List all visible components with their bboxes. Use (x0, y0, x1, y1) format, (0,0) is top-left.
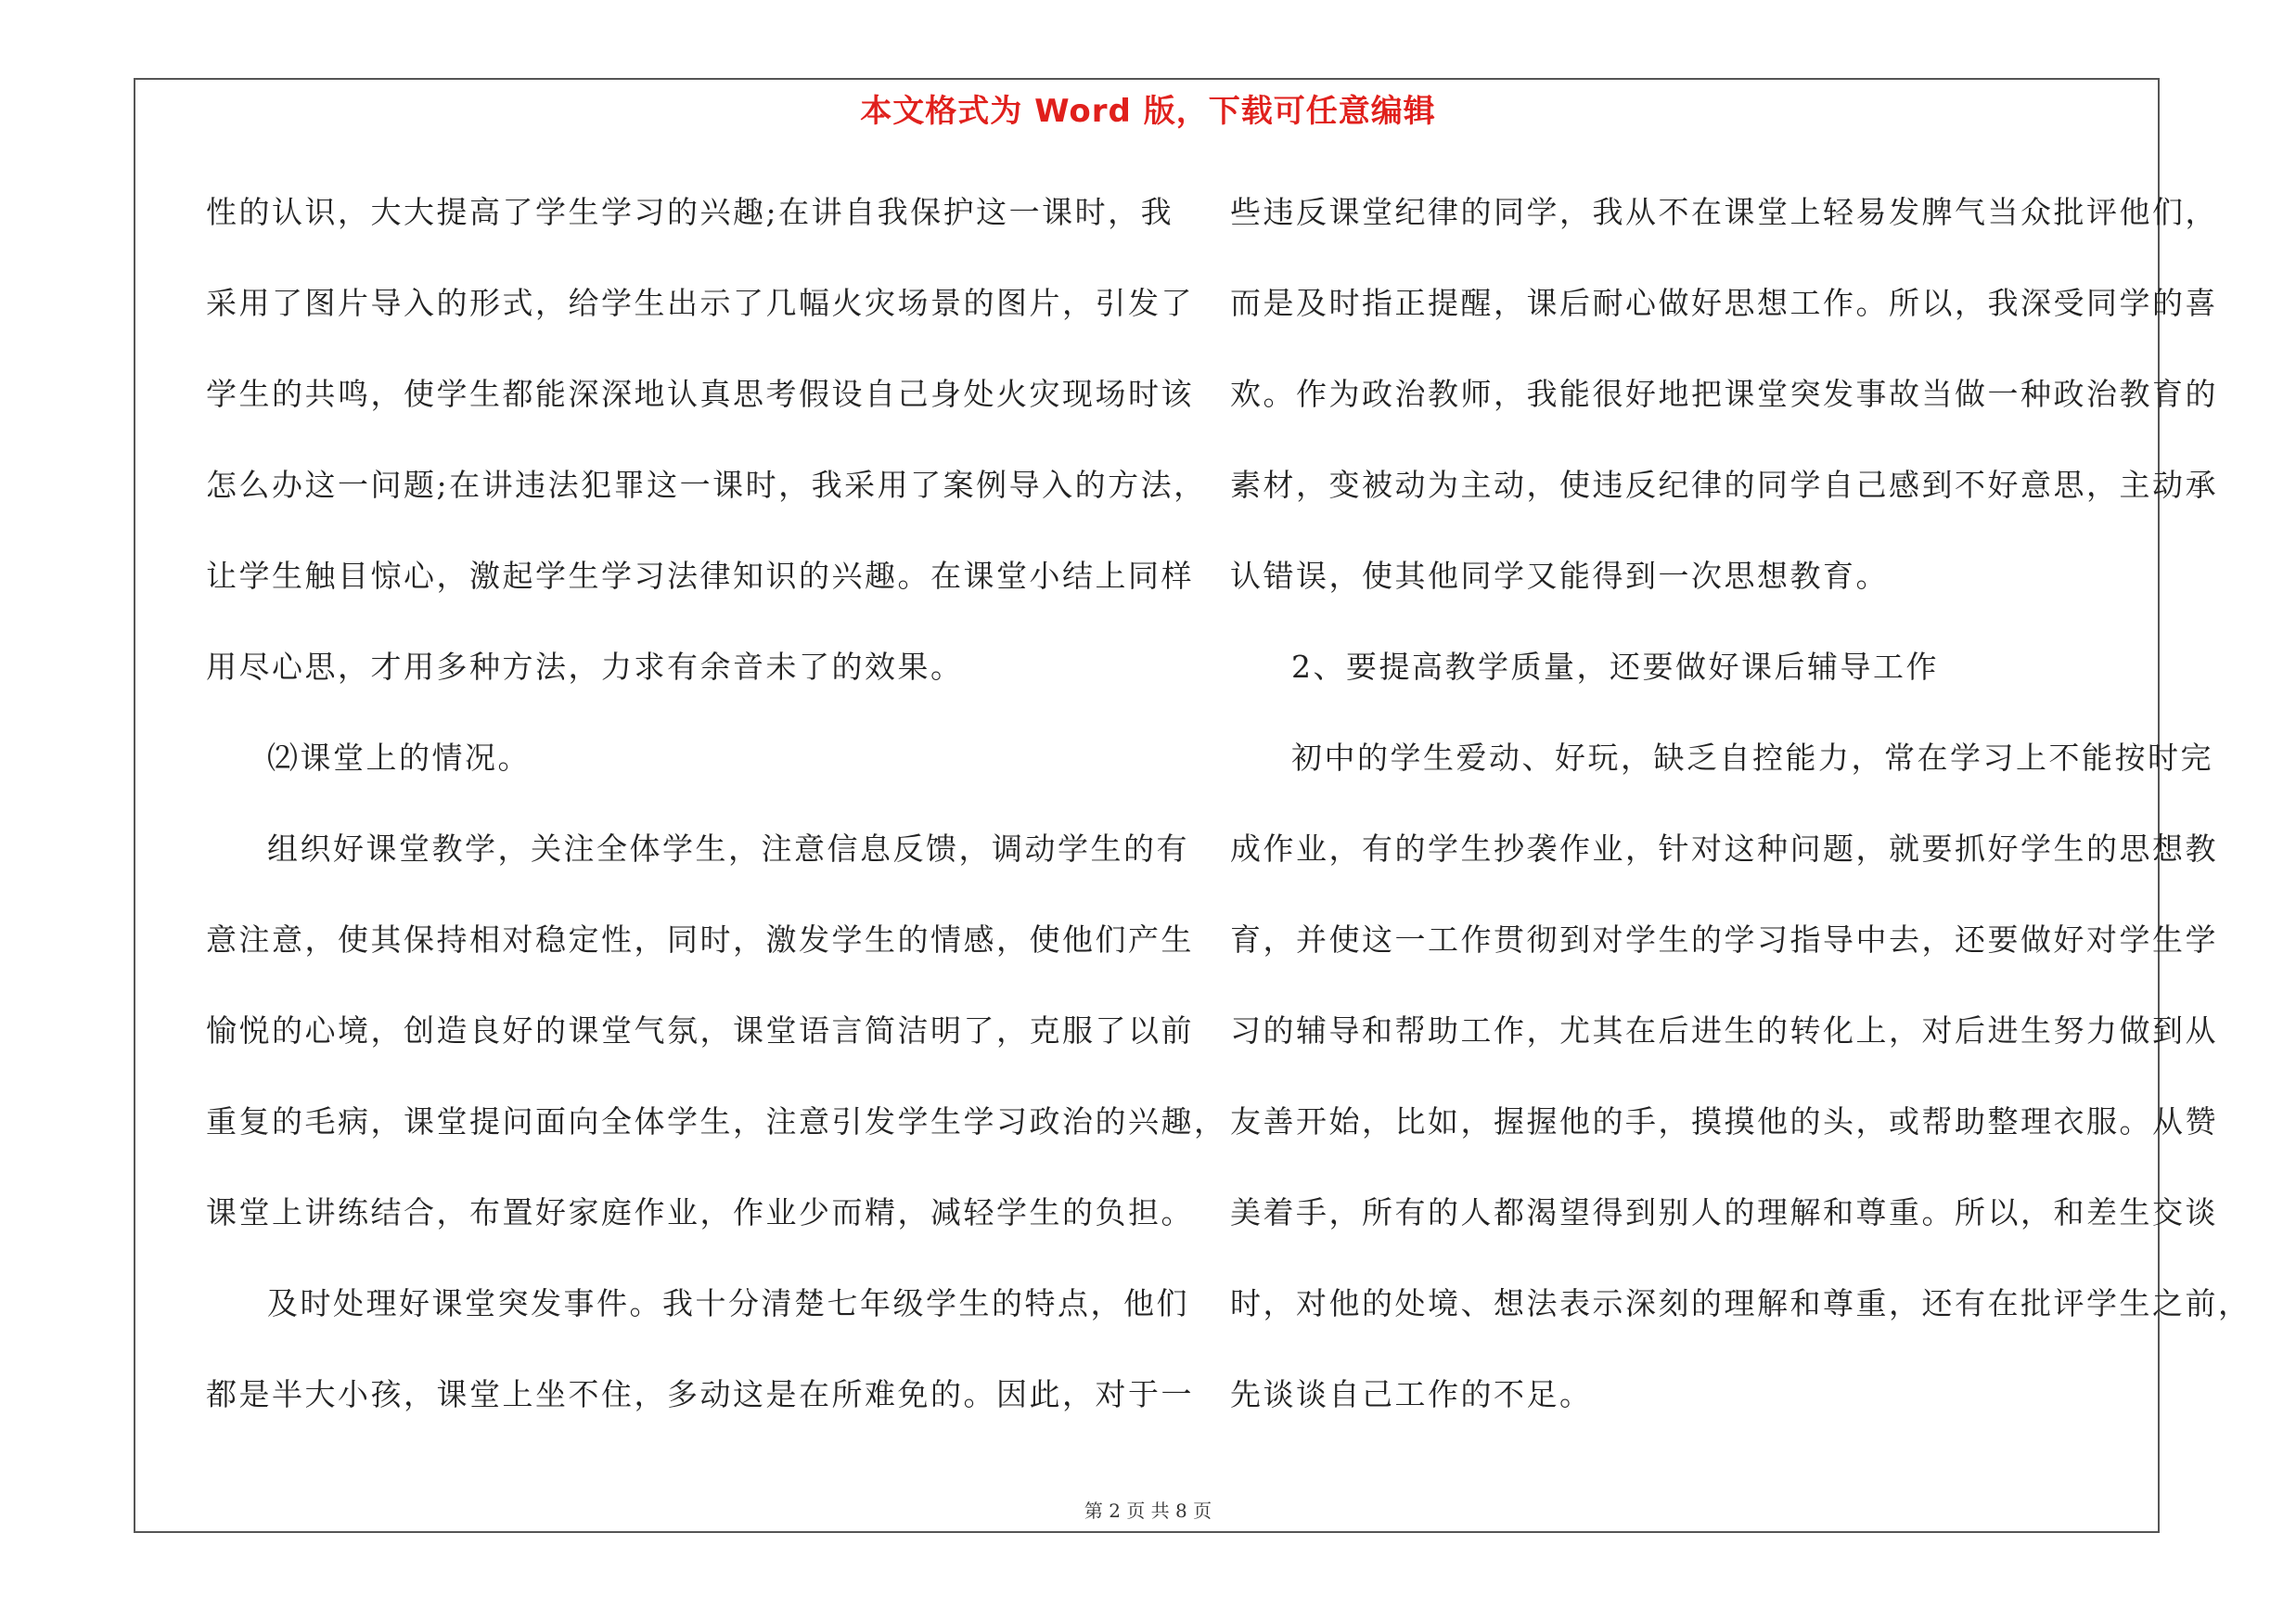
text-line: 初中的学生爱动、好玩，缺乏自控能力，常在学习上不能按时完 (1291, 740, 2213, 776)
text-line: 育，并使这一工作贯彻到对学生的学习指导中去，还要做好对学生学 (1230, 921, 2218, 958)
text-line: 采用了图片导入的形式，给学生出示了几幅火灾场景的图片，引发了 (206, 285, 1194, 321)
text-line: ⑵课堂上的情况。 (267, 740, 531, 776)
text-line: 愉悦的心境，创造良好的课堂气氛，课堂语言简洁明了，克服了以前 (206, 1012, 1194, 1049)
text-line: 而是及时指正提醒，课后耐心做好思想工作。所以，我深受同学的喜 (1230, 285, 2218, 321)
text-line: 素材，变被动为主动，使违反纪律的同学自己感到不好意思，主动承 (1230, 467, 2218, 503)
text-line: 性的认识，大大提高了学生学习的兴趣;在讲自我保护这一课时，我 (206, 194, 1174, 230)
text-line: 让学生触目惊心，激起学生学习法律知识的兴趣。在课堂小结上同样 (206, 558, 1194, 594)
text-line: 意注意，使其保持相对稳定性，同时，激发学生的情感，使他们产生 (206, 921, 1194, 958)
text-line: 欢。作为政治教师，我能很好地把课堂突发事故当做一种政治教育的 (1230, 376, 2218, 412)
text-line: 组织好课堂教学，关注全体学生，注意信息反馈，调动学生的有 (267, 831, 1189, 867)
text-line: 成作业，有的学生抄袭作业，针对这种问题，就要抓好学生的思想教 (1230, 831, 2218, 867)
text-line: 先谈谈自己工作的不足。 (1230, 1376, 1593, 1412)
text-line: 习的辅导和帮助工作，尤其在后进生的转化上，对后进生努力做到从 (1230, 1012, 2218, 1049)
text-line: 及时处理好课堂突发事件。我十分清楚七年级学生的特点，他们 (267, 1285, 1189, 1321)
text-line: 些违反课堂纪律的同学，我从不在课堂上轻易发脾气当众批评他们， (1230, 194, 2218, 230)
text-line: 学生的共鸣，使学生都能深深地认真思考假设自己身处火灾现场时该 (206, 376, 1194, 412)
text-line: 美着手，所有的人都渴望得到别人的理解和尊重。所以，和差生交谈 (1230, 1194, 2218, 1230)
text-line: 用尽心思，才用多种方法，力求有余音未了的效果。 (206, 649, 964, 685)
right-text-column (1230, 184, 2251, 1457)
text-line: 友善开始，比如，握握他的手，摸摸他的头，或帮助整理衣服。从赞 (1230, 1103, 2218, 1140)
text-line: 都是半大小孩，课堂上坐不住，多动这是在所难免的。因此，对于一 (206, 1376, 1194, 1412)
text-line: 时，对他的处境、想法表示深刻的理解和尊重，还有在批评学生之前， (1230, 1285, 2251, 1321)
page-number: 第 2 页 共 8 页 (1084, 1500, 1212, 1522)
text-line: 2、要提高教学质量，还要做好课后辅导工作 (1291, 649, 1939, 685)
text-line: 认错误，使其他同学又能得到一次思想教育。 (1230, 558, 1889, 594)
editable-notice-banner: 本文格式为 Word 版，下载可任意编辑 (860, 93, 1436, 130)
text-line: 课堂上讲练结合，布置好家庭作业，作业少而精，减轻学生的负担。 (206, 1194, 1194, 1230)
left-text-column (206, 184, 1227, 1457)
text-line: 重复的毛病，课堂提问面向全体学生，注意引发学生学习政治的兴趣， (206, 1103, 1227, 1140)
text-line: 怎么办这一问题;在讲违法犯罪这一课时，我采用了案例导入的方法， (206, 467, 1207, 503)
